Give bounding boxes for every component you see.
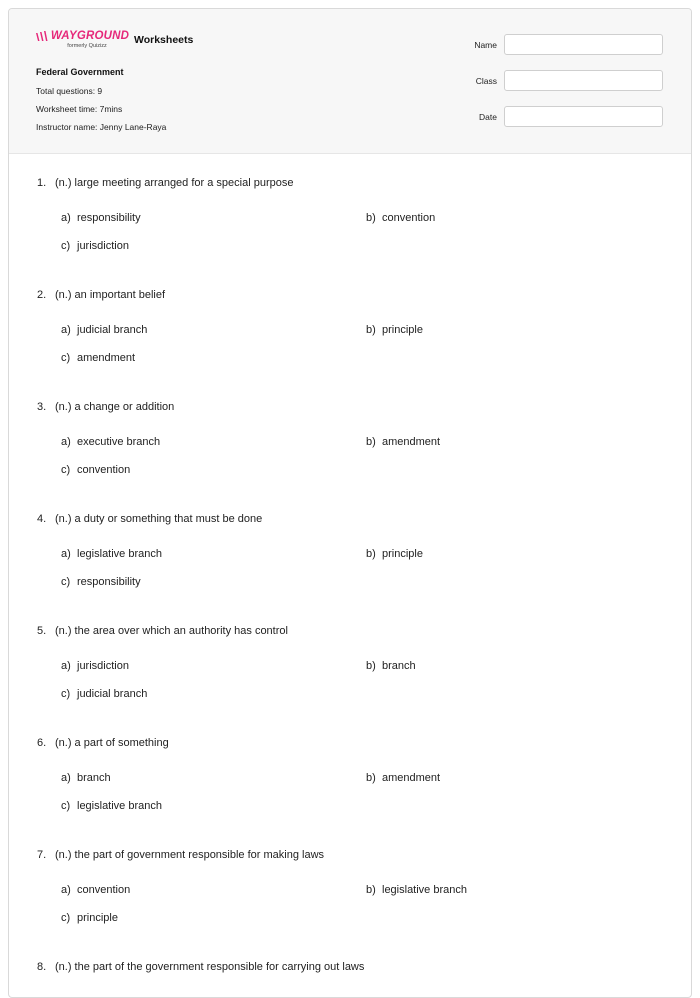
total-questions: Total questions: 9 — [36, 86, 103, 96]
question-stem — [37, 401, 174, 413]
option-letter: a) — [61, 436, 71, 448]
option-text: judicial branch — [77, 688, 148, 700]
question-item — [9, 267, 692, 379]
option-letter: a) — [61, 884, 71, 896]
option-a[interactable] — [61, 772, 111, 784]
option-letter: b) — [366, 884, 376, 896]
option-a[interactable] — [61, 548, 162, 560]
option-text: convention — [382, 212, 436, 224]
brand-title: Worksheets — [134, 34, 194, 46]
student-fields — [443, 34, 663, 142]
question-number: 7. — [37, 849, 47, 861]
date-label: Date — [479, 111, 497, 122]
name-row — [443, 34, 663, 55]
name-field[interactable] — [504, 34, 663, 55]
option-c[interactable] — [61, 912, 118, 924]
question-number: 3. — [37, 401, 47, 413]
option-b[interactable] — [366, 772, 440, 784]
option-b[interactable] — [366, 548, 423, 560]
option-letter: c) — [61, 240, 71, 252]
option-a[interactable] — [61, 660, 129, 672]
option-letter: b) — [366, 772, 376, 784]
class-row — [443, 70, 663, 91]
worksheet-title: Federal Government — [36, 67, 124, 77]
option-text: amendment — [77, 352, 136, 364]
option-letter: a) — [61, 324, 71, 336]
option-letter: c) — [61, 464, 71, 476]
option-text: branch — [77, 772, 111, 784]
option-letter: b) — [366, 436, 376, 448]
question-number: 1. — [37, 177, 47, 189]
option-a[interactable] — [61, 884, 130, 896]
option-text: amendment — [382, 436, 441, 448]
option-text: jurisdiction — [77, 660, 129, 672]
question-text: (n.) a duty or something that must be done — [55, 513, 263, 525]
question-stem — [37, 513, 262, 525]
question-list — [9, 155, 692, 998]
class-label: Class — [475, 75, 497, 86]
option-text: legislative branch — [77, 800, 162, 812]
option-letter: c) — [61, 688, 71, 700]
question-stem — [37, 849, 324, 861]
option-text: judicial branch — [77, 324, 148, 336]
question-number: 6. — [37, 737, 47, 749]
option-b[interactable] — [366, 212, 435, 224]
option-letter: c) — [61, 352, 71, 364]
option-text: executive branch — [77, 436, 161, 448]
question-number: 8. — [37, 961, 47, 973]
question-item — [9, 379, 692, 491]
logo-bars-icon — [35, 31, 49, 42]
option-letter: a) — [61, 548, 71, 560]
option-letter: c) — [61, 912, 71, 924]
worksheet-time: Worksheet time: 7mins — [36, 104, 123, 114]
option-text: legislative branch — [77, 548, 162, 560]
brand — [36, 30, 193, 49]
question-item — [9, 939, 692, 998]
question-text: (n.) an important belief — [55, 289, 166, 301]
option-c[interactable] — [61, 800, 162, 812]
option-c[interactable] — [61, 352, 135, 364]
option-letter: a) — [61, 772, 71, 784]
option-text: amendment — [382, 772, 441, 784]
option-a[interactable] — [61, 324, 147, 336]
question-stem — [37, 737, 169, 749]
option-b[interactable] — [366, 436, 440, 448]
name-label: Name — [474, 39, 497, 50]
option-letter: b) — [366, 660, 376, 672]
logo-subtext: formerly Quizizz — [67, 43, 107, 49]
worksheet-header — [9, 9, 691, 154]
question-text: (n.) large meeting arranged for a special purpose — [55, 177, 294, 189]
option-b[interactable] — [366, 884, 467, 896]
date-field[interactable] — [504, 106, 663, 127]
option-text: convention — [77, 884, 131, 896]
option-text: convention — [77, 464, 131, 476]
option-text: principle — [77, 912, 118, 924]
option-b[interactable] — [366, 660, 416, 672]
option-letter: b) — [366, 324, 376, 336]
class-field[interactable] — [504, 70, 663, 91]
worksheet-page — [8, 8, 692, 998]
date-row — [443, 106, 663, 127]
option-c[interactable] — [61, 576, 141, 588]
question-item — [9, 491, 692, 603]
option-text: principle — [382, 324, 423, 336]
question-text: (n.) the part of government responsible for making laws — [55, 849, 325, 861]
question-stem — [37, 625, 288, 637]
worksheet-meta — [36, 67, 166, 136]
option-c[interactable] — [61, 464, 130, 476]
question-item — [9, 155, 692, 267]
option-a[interactable] — [61, 436, 160, 448]
option-text: jurisdiction — [77, 240, 129, 252]
question-number: 2. — [37, 289, 47, 301]
instructor-name: Instructor name: Jenny Lane-Raya — [36, 122, 167, 132]
option-text: principle — [382, 548, 423, 560]
question-text: (n.) a part of something — [55, 737, 169, 749]
question-item — [9, 603, 692, 715]
option-text: branch — [382, 660, 416, 672]
question-text: (n.) a change or addition — [55, 401, 175, 413]
question-stem — [37, 289, 165, 301]
option-c[interactable] — [61, 240, 129, 252]
wayground-logo — [36, 30, 128, 49]
question-stem — [37, 961, 364, 973]
logo-wordmark — [35, 30, 129, 42]
option-letter: c) — [61, 576, 71, 588]
option-letter: c) — [61, 800, 71, 812]
question-number: 5. — [37, 625, 47, 637]
logo-text: WAYGROUND — [50, 30, 130, 42]
option-text: responsibility — [77, 212, 141, 224]
option-text: responsibility — [77, 576, 141, 588]
option-letter: a) — [61, 660, 71, 672]
option-letter: b) — [366, 548, 376, 560]
question-number: 4. — [37, 513, 47, 525]
option-c[interactable] — [61, 688, 147, 700]
question-text: (n.) the area over which an authority has control — [55, 625, 288, 637]
option-a[interactable] — [61, 212, 141, 224]
question-stem — [37, 177, 293, 189]
question-text: (n.) the part of the government responsible for carrying out laws — [55, 961, 365, 973]
option-text: legislative branch — [382, 884, 467, 896]
question-item — [9, 827, 692, 939]
option-b[interactable] — [366, 324, 423, 336]
question-item — [9, 715, 692, 827]
option-letter: b) — [366, 212, 376, 224]
option-letter: a) — [61, 212, 71, 224]
